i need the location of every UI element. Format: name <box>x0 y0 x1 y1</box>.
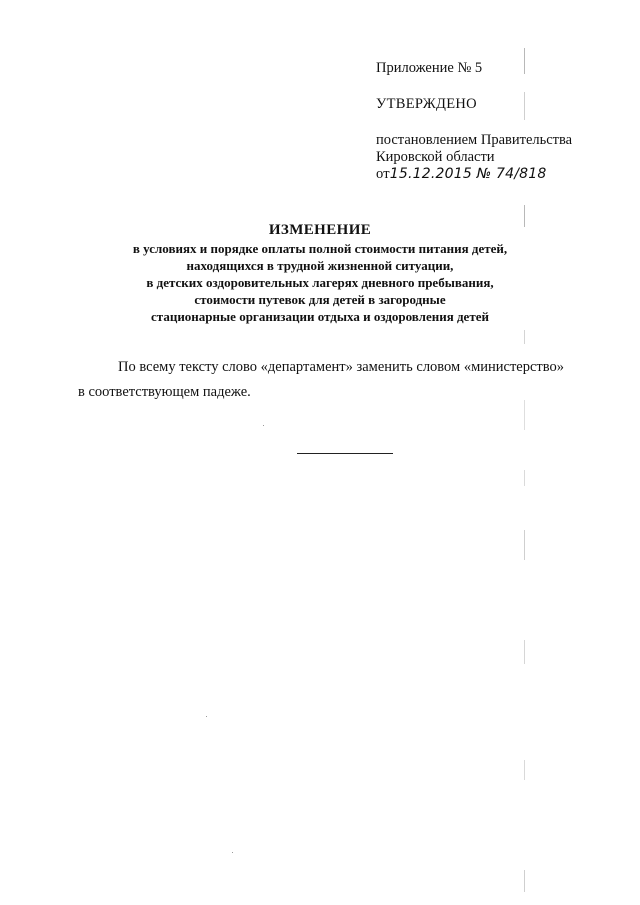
scan-artifact <box>524 530 525 560</box>
scan-artifact <box>524 330 525 344</box>
body-line-1: По всему тексту слово «департамент» заменить словом «министерство» <box>118 359 565 375</box>
scan-speck <box>232 852 233 853</box>
decree-line-2: Кировской области <box>376 149 495 165</box>
document-title-block <box>60 222 580 325</box>
scan-artifact <box>524 760 525 780</box>
scan-artifact <box>524 640 525 664</box>
title-subline: в детских оздоровительных лагерях дневного пребывания, <box>146 275 494 290</box>
title-subline: находящихся в трудной жизненной ситуации, <box>186 258 454 273</box>
scan-artifact <box>524 400 525 430</box>
handwritten-date-number: 15.12.2015 № 74/818 <box>389 166 547 182</box>
date-prefix: от <box>376 166 390 182</box>
scan-artifact <box>524 205 525 227</box>
title-subline: в условиях и порядке оплаты полной стоимости питания детей, <box>132 241 508 256</box>
end-separator-line <box>297 453 393 454</box>
approval-block <box>376 60 616 183</box>
approved-label: УТВЕРЖДЕНО <box>376 96 477 112</box>
body-paragraph <box>78 355 588 405</box>
scan-artifact <box>524 48 525 74</box>
document-title: ИЗМЕНЕНИЕ <box>268 222 372 238</box>
scan-artifact <box>524 870 525 892</box>
body-line-2: в соответствующем падеже. <box>78 384 251 400</box>
title-subline: стоимости путевок для детей в загородные <box>194 292 446 307</box>
scan-artifact <box>524 470 525 486</box>
appendix-label: Приложение № 5 <box>376 60 483 76</box>
scan-speck <box>206 716 207 717</box>
scan-speck <box>263 425 264 426</box>
decree-date-line <box>376 166 616 183</box>
scan-artifact <box>524 92 525 120</box>
title-subline: стационарные организации отдыха и оздоровления детей <box>151 309 489 324</box>
decree-line-1: постановлением Правительства <box>376 132 573 148</box>
